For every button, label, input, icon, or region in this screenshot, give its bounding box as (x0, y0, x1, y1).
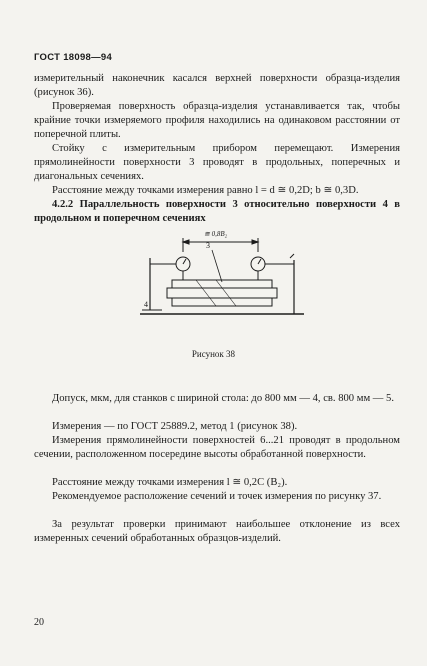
straightness-paragraph: Измерения прямолинейности поверхностей 6...21 проводят в продольном сечении, расположенном посередине высоты обработанной поверхности. (34, 435, 400, 460)
callout-4-label: 4 (144, 300, 148, 309)
document-header: ГОСТ 18098—94 (34, 52, 113, 63)
recommended-layout-paragraph: Рекомендуемое расположение сечений и точек измерения по рисунку 37. (52, 491, 382, 502)
arrow-left-icon (183, 240, 189, 244)
callout-3-label: 3 (206, 241, 210, 250)
paragraph-block (34, 420, 400, 434)
distance-paragraph: Расстояние между точками измерения l ≅ 0,2C (B₂). (52, 477, 288, 488)
dimension-label: ≅ 0,8B₂ (204, 230, 228, 238)
paragraph-block (34, 392, 400, 406)
figure-caption: Рисунок 38 (191, 349, 236, 359)
workpiece-block (167, 288, 277, 298)
paragraph-1: измерительный наконечник касался верхней поверхности образца-изделия (рисунок 36). (34, 73, 400, 98)
arrow-right-icon (252, 240, 258, 244)
paragraph-block (34, 184, 400, 198)
paragraph-block (34, 100, 400, 142)
tolerance-paragraph: Допуск, мкм, для станков с шириной стола: до 800 мм — 4, св. 800 мм — 5. (52, 393, 394, 404)
page-number: 20 (34, 617, 44, 628)
paragraph-block (34, 434, 400, 462)
paragraph-block (34, 490, 400, 504)
paragraph-2: Проверяемая поверхность образца-изделия устанавливается так, чтобы крайние точки измеряемого профиля находились на одинаковом расстоянии от поперечной плиты. (34, 101, 400, 140)
paragraph-4: Расстояние между точками измерения равно l = d ≅ 0,2D; b ≅ 0,3D. (52, 185, 359, 196)
section-4-2-2-heading: 4.2.2 Параллельность поверхности 3 относительно поверхности 4 в продольном и поперечном сечениях (34, 199, 400, 224)
paragraph-block (34, 518, 400, 546)
result-paragraph: За результат проверки принимают наибольшее отклонение из всех измеренных сечений обработанных образцов-изделий. (34, 519, 400, 544)
paragraph-3: Стойку с измерительным прибором перемещают. Измерения прямолинейности поверхности 3 проводят в продольных, поперечных и диагональных сечениях. (34, 143, 400, 182)
paragraph-block (34, 476, 400, 490)
paragraph-block (34, 142, 400, 184)
figure-38-drawing (140, 218, 340, 333)
surface-4-plate (172, 298, 272, 306)
callout-3-leader (212, 250, 222, 282)
paragraph-continuation (34, 72, 400, 100)
measurement-method-paragraph: Измерения — по ГОСТ 25889.2, метод 1 (рисунок 38). (52, 421, 298, 432)
